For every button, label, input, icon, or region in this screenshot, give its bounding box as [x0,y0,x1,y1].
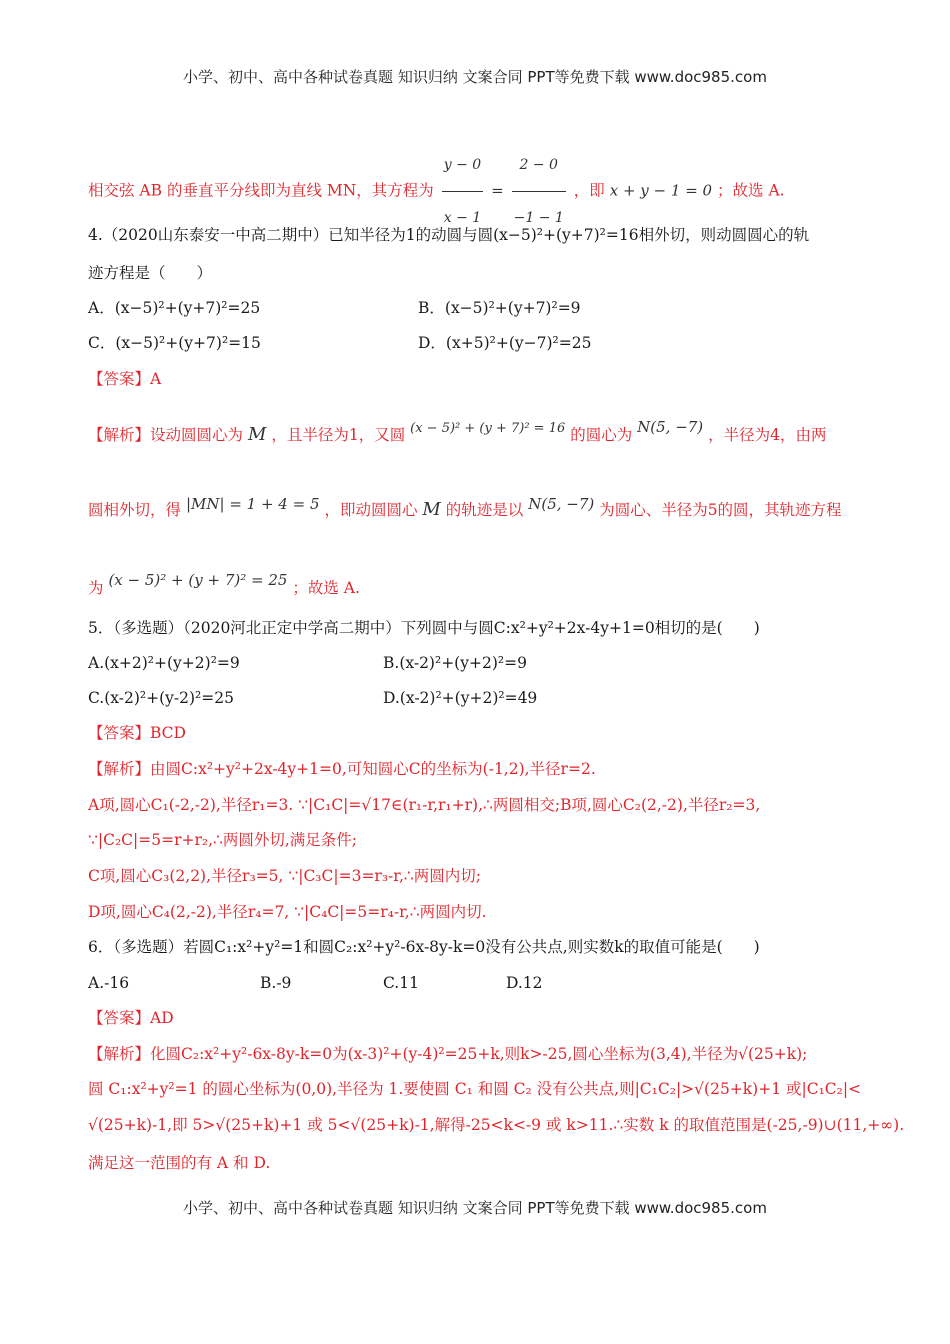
q4-stem-line2: 迹方程是（ ） [88,264,213,282]
q4-analysis-text-1b: ，且半径为1，又圆 [271,426,406,444]
page-footer: 小学、初中、高中各种试卷真题 知识归纳 文案合同 PPT等免费下载 www.doc985.com [183,1199,767,1217]
q5-analysis-2: A项,圆心C₁(-2,-2),半径r₁=3. ∵|C₁C|=√17∈(r₁-r,r₁+r),∴两圆相交;B项,圆心C₂(2,-2),半径r₂=3, [88,796,761,814]
q4-option-b: B．(x−5)²+(y+7)²=9 [418,299,581,317]
top-solution-text-end: ；故选 A. [717,181,785,200]
q6-analysis-2: 圆 C₁:x²+y²=1 的圆心坐标为(0,0),半径为 1.要使圆 C₁ 和圆 C₂ 没有公共点,则|C₁C₂|>√(25+k)+1 或|C₁C₂|< [88,1080,862,1098]
q4-analysis-text-3a: 为 [88,579,104,597]
q6-options-row [88,972,862,994]
q6-option-c: C.11 [383,974,419,992]
q6-analysis-4: 满足这一范围的有 A 和 D. [88,1154,271,1172]
q4-analysis-text-1d: ，半径为4，由两 [708,426,827,444]
q4-analysis-text-1a: 【解析】设动圆圆心为 [88,426,244,444]
q6-option-d: D.12 [506,974,543,992]
q4-stem-line1: 4.（2020山东泰安一中高二期中）已知半径为1的动圆与圆(x−5)²+(y+7)²=16相外切，则动圆圆心的轨 [88,226,810,244]
q6-answer: 【答案】AD [88,1009,174,1027]
top-solution-text-mid: ，即 [573,181,605,200]
q4-analysis-text-2c: 的轨迹是以 [445,501,524,519]
q6-option-a: A.-16 [88,974,130,992]
point-n-2: N(5, −7) [528,495,595,513]
equals-sign: = [491,181,504,200]
q4-analysis-text-2d: 为圆心、半径为5的圆，其轨迹方程 [599,501,842,519]
q4-options-row1 [88,297,862,319]
q5-option-b: B.(x-2)²+(y+2)²=9 [383,654,527,672]
q4-analysis-text-3b: ；故选 A. [292,579,360,597]
point-n: N(5, −7) [637,418,704,436]
q4-options-row2 [88,332,862,354]
q4-option-c: C．(x−5)²+(y+7)²=15 [88,334,261,352]
q4-analysis-line3 [88,558,862,602]
circle-equation: (x − 5)² + (y + 7)² = 16 [410,421,566,436]
q4-option-a: A．(x−5)²+(y+7)²=25 [88,299,261,317]
q5-analysis-1: 【解析】由圆C:x²+y²+2x-4y+1=0,可知圆心C的坐标为(-1,2),半径r=2. [88,760,596,778]
q5-analysis-5: D项,圆心C₄(2,-2),半径r₄=7, ∵|C₄C|=5=r₄-r,∴两圆内切. [88,903,487,921]
q5-analysis-4: C项,圆心C₃(2,2),半径r₃=5, ∵|C₃C|=3=r₃-r,∴两圆内切; [88,867,482,885]
q5-analysis-3: ∵|C₂C|=5=r+r₂,∴两圆外切,满足条件; [88,831,358,849]
point-m: M [247,424,267,445]
q5-stem: 5．（多选题）（2020河北正定中学高二期中）下列圆中与圆C:x²+y²+2x-4y+1=0相切的是( ) [88,619,760,637]
top-solution-line [88,140,862,226]
q4-option-d: D．(x+5)²+(y−7)²=25 [418,334,592,352]
top-solution-text-before: 相交弦 AB 的垂直平分线即为直线 MN，其方程为 [88,181,434,200]
q6-analysis-3: √(25+k)-1,即 5>√(25+k)+1 或 5<√(25+k)-1,解得-25<k<-9 或 k>11.∴实数 k 的取值范围是(-25,-9)∪(11,+∞). [88,1116,905,1134]
q4-analysis-text-2a: 圆相外切，得 [88,501,182,519]
distance-mn: |MN| = 1 + 4 = 5 [185,495,320,513]
point-m-2: M [422,499,441,520]
trajectory-equation: (x − 5)² + (y + 7)² = 25 [108,571,288,589]
q4-analysis-line2 [88,482,862,526]
q5-option-c: C.(x-2)²+(y-2)²=25 [88,689,234,707]
line-equation: x + y − 1 = 0 [609,181,713,200]
fraction-slope-2: $\frac{2 - 0}{-1 - 1}$ [512,140,566,243]
q4-analysis-text-1c: 的圆心为 [570,426,633,444]
fraction-slope-1: $\frac{y - 0}{x - 1}$ [442,140,483,243]
q6-analysis-1: 【解析】化圆C₂:x²+y²-6x-8y-k=0为(x-3)²+(y-4)²=25+k,则k>-25,圆心坐标为(3,4),半径为√(25+k); [88,1045,808,1063]
q4-answer: 【答案】A [88,370,162,388]
page-header: 小学、初中、高中各种试卷真题 知识归纳 文案合同 PPT等免费下载 www.doc985.com [183,68,767,86]
q6-option-b: B.-9 [260,974,292,992]
q6-stem: 6．（多选题）若圆C₁:x²+y²=1和圆C₂:x²+y²-6x-8y-k=0没有公共点,则实数k的取值可能是( ) [88,938,760,956]
q5-options-row1 [88,652,862,674]
q5-option-d: D.(x-2)²+(y+2)²=49 [383,689,538,707]
q4-analysis-text-2b: ，即动圆圆心 [324,501,418,519]
q4-analysis-line1 [88,405,862,449]
q5-answer: 【答案】BCD [88,724,186,742]
q5-option-a: A.(x+2)²+(y+2)²=9 [88,654,240,672]
q5-options-row2 [88,687,862,709]
